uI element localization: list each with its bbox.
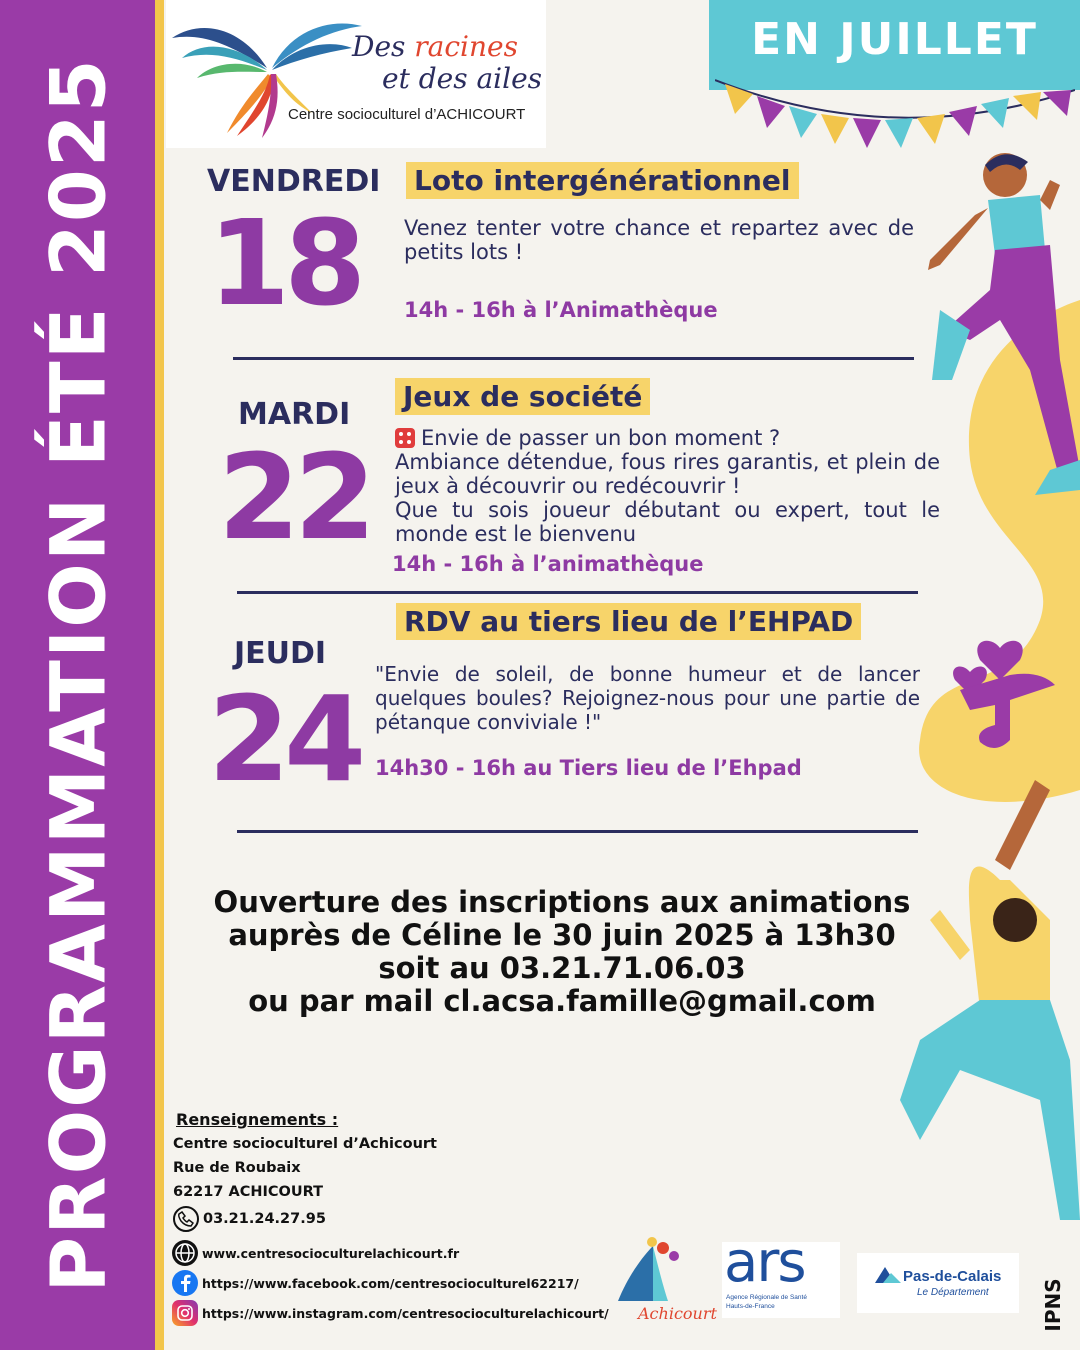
dancer2-pants	[900, 1000, 1080, 1220]
ipns-label: IPNS	[1041, 1278, 1065, 1332]
ars-logo	[722, 1230, 840, 1318]
signup-line-3: soit au 03.21.71.06.03	[378, 951, 746, 985]
event-3-description: "Envie de soleil, de bonne humeur et de lancer quelques boules? Rejoignez-nous pour une partie de pétanque conviviale !"	[375, 662, 920, 734]
info-heading: Renseignements :	[176, 1110, 339, 1129]
website-link-row[interactable]	[172, 1238, 609, 1268]
month-label: EN JUILLET	[751, 14, 1038, 65]
divider-2	[237, 591, 918, 594]
links-list	[172, 1238, 609, 1328]
signup-line-2: auprès de Céline le 30 juin 2025 à 13h30	[228, 918, 896, 952]
sidebar	[0, 0, 155, 1350]
ars-logo-text: ars	[724, 1230, 805, 1295]
signup-line-4: ou par mail cl.acsa.famille@gmail.com	[248, 984, 876, 1018]
achicourt-logo-text: Achicourt	[638, 1304, 717, 1323]
signup-announcement	[200, 886, 924, 1018]
achicourt-logo-icon	[608, 1236, 688, 1306]
event-2-desc-line-1-text: Envie de passer un bon moment ?	[421, 426, 781, 450]
event-3-date-number: 24	[208, 670, 361, 808]
instagram-icon	[172, 1300, 198, 1326]
facebook-link[interactable]: https://www.facebook.com/centresocioculturel62217/	[202, 1275, 579, 1291]
info-street: Rue de Roubaix	[173, 1160, 301, 1176]
vertical-title: PROGRAMMATION ÉTÉ 2025	[33, 57, 123, 1293]
sidebar-stripe	[155, 0, 164, 1350]
facebook-icon	[172, 1270, 198, 1296]
ars-logo-line-2: Hauts-de-France	[726, 1303, 775, 1310]
pas-de-calais-logo	[857, 1253, 1019, 1313]
event-3-time: 14h30 - 16h au Tiers lieu de l’Ehpad	[375, 756, 802, 780]
decorative-illustration	[900, 140, 1080, 1240]
info-name: Centre socioculturel d’Achicourt	[173, 1136, 437, 1152]
event-2-desc-line-3: Que tu sois joueur débutant ou expert, tout le monde est le bienvenu	[395, 498, 940, 546]
logo-title-line2: et des ailes	[382, 62, 543, 95]
event-1-time: 14h - 16h à l’Animathèque	[404, 298, 718, 322]
website-link[interactable]: www.centresocioculturelachicourt.fr	[202, 1245, 460, 1261]
dice-icon	[395, 428, 415, 448]
instagram-link[interactable]: https://www.instagram.com/centresocioculturelachicourt/	[202, 1305, 609, 1321]
phone-icon	[173, 1206, 199, 1232]
achicourt-logo	[604, 1236, 717, 1332]
logo-word-des: Des	[352, 30, 415, 63]
event-2-day: MARDI	[238, 397, 351, 432]
dancer2-head	[993, 898, 1037, 942]
event-1-date-number: 18	[208, 194, 361, 332]
event-1-day: VENDREDI	[207, 164, 381, 199]
ars-logo-line-1: Agence Régionale de Santé	[726, 1294, 807, 1301]
info-city: 62217 ACHICOURT	[173, 1184, 324, 1200]
event-2-title: Jeux de société	[395, 378, 650, 415]
event-2-date-number: 22	[218, 428, 371, 566]
event-3-title: RDV au tiers lieu de l’EHPAD	[396, 603, 861, 640]
logo-word-racines: racines	[414, 30, 518, 63]
event-2-desc-line-1	[395, 426, 940, 450]
event-3-day: JEUDI	[234, 636, 327, 671]
info-phone-row[interactable]	[173, 1206, 437, 1232]
dancer-shirt	[988, 195, 1045, 255]
instagram-link-row[interactable]	[172, 1298, 609, 1328]
event-1-title: Loto intergénérationnel	[406, 162, 799, 199]
event-2-time: 14h - 16h à l’animathèque	[392, 552, 704, 576]
event-2-description	[395, 426, 940, 546]
globe-icon	[172, 1240, 198, 1266]
facebook-link-row[interactable]	[172, 1268, 609, 1298]
pas-de-calais-name: Pas-de-Calais	[903, 1268, 1002, 1285]
divider-1	[233, 357, 914, 360]
contact-info	[173, 1108, 437, 1232]
pas-de-calais-icon	[875, 1267, 901, 1283]
pas-de-calais-sub: Le Département	[917, 1287, 989, 1298]
signup-line-1: Ouverture des inscriptions aux animations	[213, 885, 911, 919]
logo	[166, 0, 546, 148]
logo-subtitle: Centre socioculturel d’ACHICOURT	[288, 106, 526, 123]
logo-title-line1	[352, 30, 518, 63]
info-phone[interactable]: 03.21.24.27.95	[203, 1211, 326, 1227]
divider-3	[237, 830, 918, 833]
event-2-desc-line-2: Ambiance détendue, fous rires garantis, et plein de jeux à découvrir ou redécouvrir !	[395, 450, 940, 498]
event-1-description: Venez tenter votre chance et repartez avec de petits lots !	[404, 216, 914, 264]
